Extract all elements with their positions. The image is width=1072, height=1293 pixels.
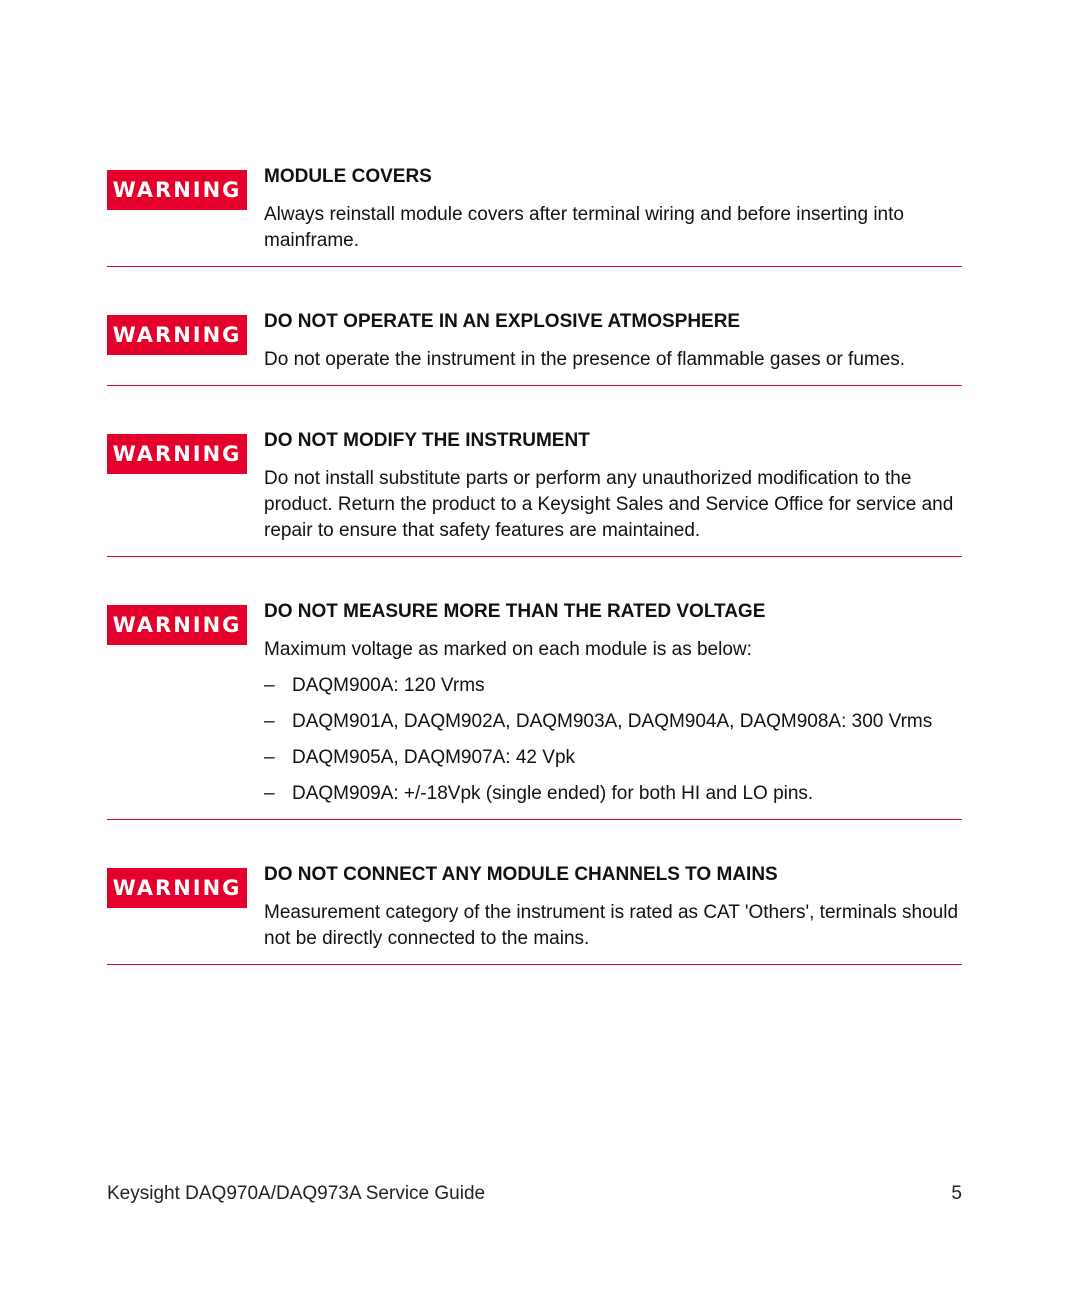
list-item-text: DAQM901A, DAQM902A, DAQM903A, DAQM904A, DAQM908A: 300 Vrms [292, 711, 933, 732]
warning-text [264, 305, 962, 373]
warning-badge: WARNING [107, 868, 247, 908]
bullet-dash: – [264, 783, 275, 804]
list-item [264, 673, 962, 699]
spacer [107, 557, 962, 595]
list-item-text: DAQM900A: 120 Vrms [292, 675, 485, 696]
warning-badge: WARNING [107, 170, 247, 210]
voltage-list [264, 673, 962, 807]
warnings-section [107, 160, 962, 965]
warning-body: Do not operate the instrument in the presence of flammable gases or fumes. [264, 349, 906, 370]
warning-badge: WARNING [107, 315, 247, 355]
warning-title: MODULE COVERS [264, 166, 432, 187]
warning-body: Always reinstall module covers after terminal wiring and before inserting into mainframe. [264, 204, 904, 251]
warning-module-covers [107, 160, 962, 267]
list-item-text: DAQM905A, DAQM907A: 42 Vpk [292, 747, 576, 768]
warning-rated-voltage [107, 595, 962, 820]
warning-badge: WARNING [107, 434, 247, 474]
warning-title: DO NOT CONNECT ANY MODULE CHANNELS TO MAINS [264, 864, 778, 885]
warning-badge-column [107, 160, 264, 254]
warning-badge: WARNING [107, 605, 247, 645]
list-item [264, 745, 962, 771]
bullet-dash: – [264, 711, 275, 732]
warning-badge-column [107, 595, 264, 807]
warning-badge-column [107, 858, 264, 952]
spacer [107, 386, 962, 424]
warning-text [264, 858, 962, 952]
spacer [107, 267, 962, 305]
warning-explosive-atmosphere [107, 305, 962, 386]
list-item [264, 781, 962, 807]
warning-body: Measurement category of the instrument is rated as CAT 'Others', terminals should not be directly connected to the mains. [264, 902, 959, 949]
warning-title: DO NOT MEASURE MORE THAN THE RATED VOLTAGE [264, 601, 766, 622]
warning-title: DO NOT MODIFY THE INSTRUMENT [264, 430, 590, 451]
bullet-dash: – [264, 747, 275, 768]
page-number: 5 [951, 1183, 962, 1204]
warning-body: Maximum voltage as marked on each module is as below: [264, 639, 752, 660]
warning-title: DO NOT OPERATE IN AN EXPLOSIVE ATMOSPHERE [264, 311, 741, 332]
list-item-text: DAQM909A: +/-18Vpk (single ended) for both HI and LO pins. [292, 783, 814, 804]
warning-badge-column [107, 424, 264, 544]
page-footer [107, 1180, 962, 1208]
warning-badge-column [107, 305, 264, 373]
bullet-dash: – [264, 675, 275, 696]
warning-text [264, 160, 962, 254]
warning-text [264, 595, 962, 807]
spacer [107, 820, 962, 858]
warning-text [264, 424, 962, 544]
footer-guide-title: Keysight DAQ970A/DAQ973A Service Guide [107, 1183, 486, 1204]
warning-mains-connection [107, 858, 962, 965]
warning-body: Do not install substitute parts or perform any unauthorized modification to the product. Return the product to a Keysight Sales and Service Office for service and repair to ensure that safety features are maintained. [264, 468, 954, 541]
warning-modify-instrument [107, 424, 962, 557]
list-item [264, 709, 962, 735]
